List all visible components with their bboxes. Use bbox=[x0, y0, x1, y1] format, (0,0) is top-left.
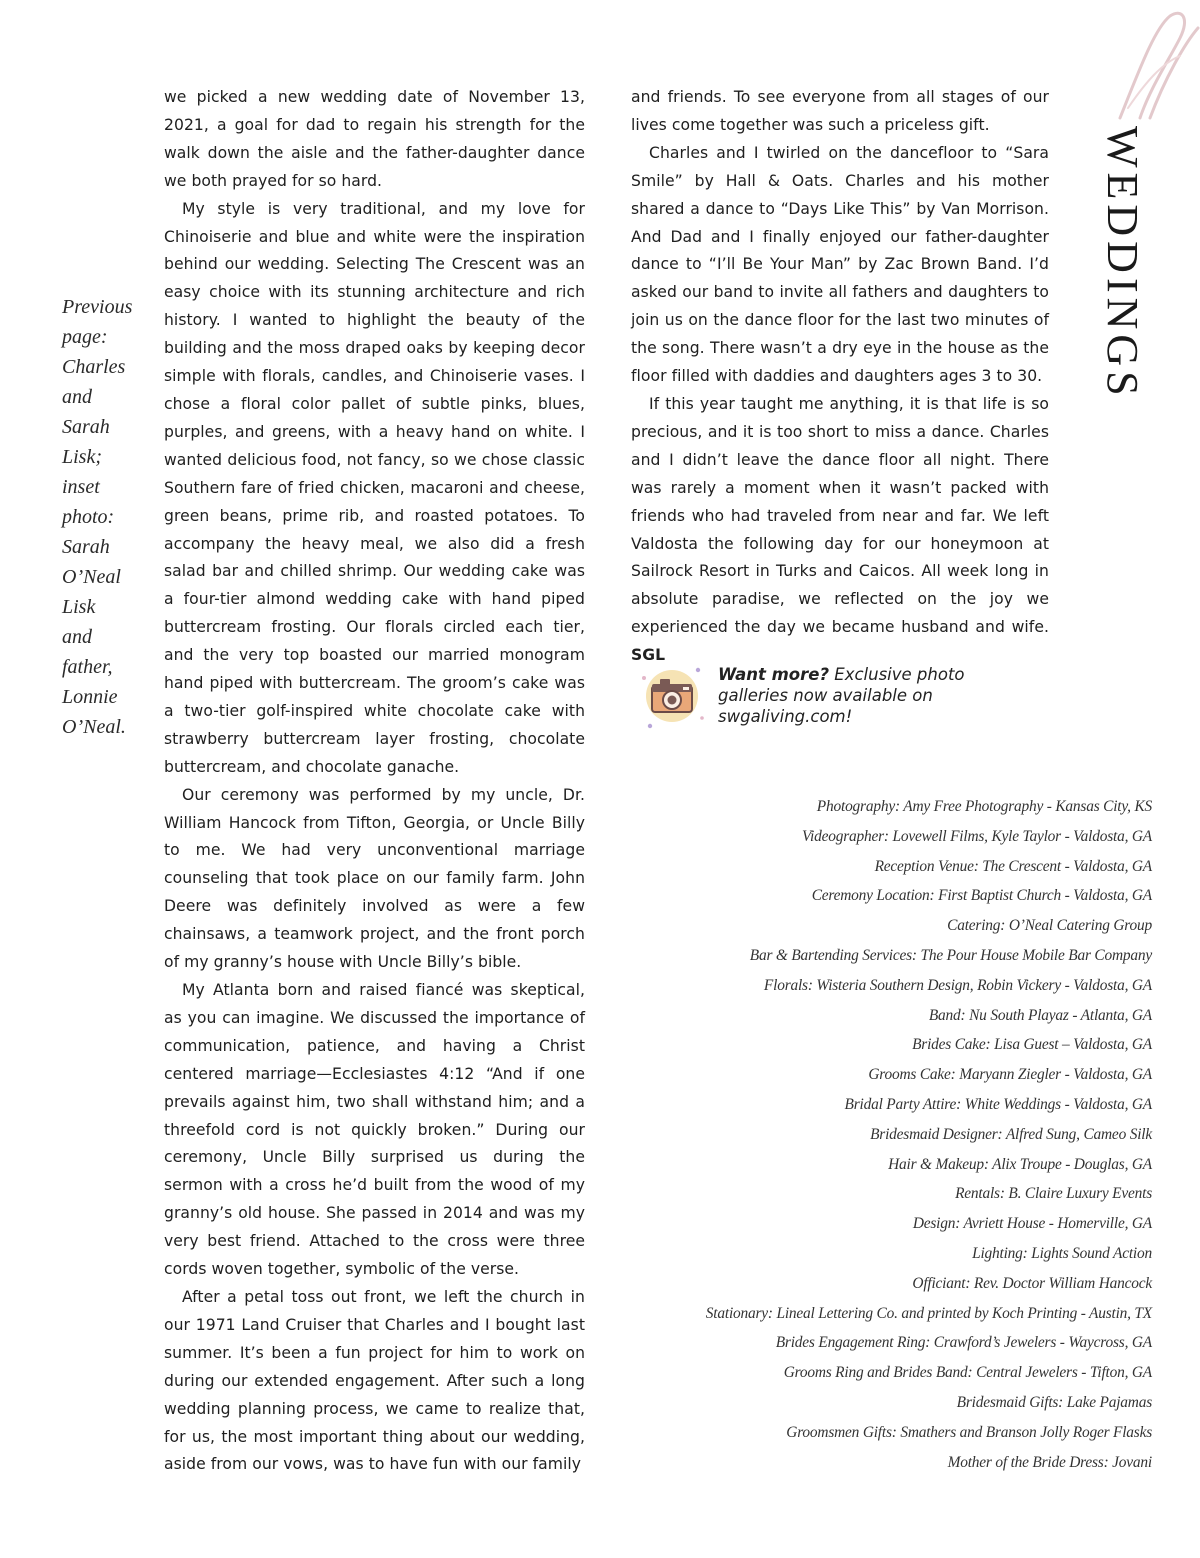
paragraph-text: Our ceremony was performed by my uncle, Dr. William Hancock from Tifton, Georgia, or Uncle Billy to me. We had very unconventional marriage counseling that took place on our family farm. John Deere was definitely involved as were a few chainsaws, a teamwork project, and the front porch of my granny’s house with Uncle Billy’s bible. bbox=[164, 785, 585, 972]
article-paragraph bbox=[164, 84, 585, 196]
caption-line: O’Neal. bbox=[62, 716, 126, 738]
credit-item: Ceremony Location: First Baptist Church - Valdosta, GA bbox=[811, 887, 1152, 905]
paragraph-text: After a petal toss out front, we left the church in our 1971 Land Cruiser that Charles and I bought last summer. It’s been a fun project for him to work on during our extended engagement. After such a long wedding planning process, we came to realize that, for us, the most important thing about our wedding, aside from our vows, was to have fun with our family bbox=[164, 1287, 585, 1474]
caption-line: O’Neal bbox=[62, 566, 121, 588]
credit-item: Hair & Makeup: Alix Troupe - Douglas, GA bbox=[888, 1155, 1152, 1173]
article-paragraph bbox=[164, 782, 585, 977]
credit-item: Mother of the Bride Dress: Jovani bbox=[947, 1453, 1152, 1471]
paragraph-text: Charles and I twirled on the dancefloor to “Sara Smile” by Hall & Oats. Charles and his mother shared a dance to “Days Like This” by Van Morrison. And Dad and I finally enjoyed our father-daughter dance to “I’ll Be Your Man” by Zac Brown Band. I’d asked our band to invite all fathers and daughters to join us on the dance floor for the last two minutes of the song. There wasn’t a dry eye in the house as the floor filled with daddies and daughters ages 3 to 30. bbox=[631, 143, 1049, 386]
paragraph-text: My Atlanta born and raised fiancé was skeptical, as you can imagine. We discussed the importance of communication, patience, and having a Christ centered marriage—Ecclesiastes 4:12 “And if one prevails against him, two shall withstand him; and a threefold cord is not quickly broken.” During our ceremony, Uncle Billy surprised us during the sermon with a cross he’d built from the wood of my granny’s old house. She passed in 2014 and was my very best friend. Attached to the cross were three cords woven together, symbolic of the verse. bbox=[164, 981, 585, 1279]
credit-item: Groomsmen Gifts: Smathers and Branson Jolly Roger Flasks bbox=[786, 1423, 1152, 1441]
section-label bbox=[1098, 126, 1146, 416]
credit-item: Brides Cake: Lisa Guest – Valdosta, GA bbox=[912, 1036, 1152, 1054]
credit-item: Florals: Wisteria Southern Design, Robin Vickery - Valdosta, GA bbox=[763, 976, 1152, 994]
credit-item: Bridesmaid Gifts: Lake Pajamas bbox=[956, 1393, 1152, 1411]
article-paragraph bbox=[631, 140, 1049, 391]
credit-item: Grooms Ring and Brides Band: Central Jewelers - Tifton, GA bbox=[783, 1364, 1152, 1382]
credit-item: Brides Engagement Ring: Crawford’s Jewelers - Waycross, GA bbox=[775, 1334, 1152, 1352]
credit-item: Reception Venue: The Crescent - Valdosta, GA bbox=[874, 857, 1152, 875]
caption-line: Previous bbox=[62, 296, 133, 318]
credit-item: Grooms Cake: Maryann Ziegler - Valdosta, GA bbox=[868, 1066, 1152, 1084]
paragraph-text: If this year taught me anything, it is that life is so precious, and it is too short to miss a dance. Charles and I didn’t leave the dance floor all night. There was rarely a moment when it wasn’t packed with friends who had traveled from near and far. We left Valdosta the following day for our honeymoon at Sailrock Resort in Turks and Caicos. All week long in absolute paradise, we reflected on the joy we experienced the day we became husband and wife. bbox=[631, 394, 1049, 637]
credit-item: Bar & Bartending Services: The Pour House Mobile Bar Company bbox=[749, 946, 1152, 964]
script-ornament-icon bbox=[1110, 8, 1200, 128]
vendor-credits bbox=[612, 792, 1152, 1477]
caption-line: Lisk bbox=[62, 596, 96, 618]
paragraph-text: and friends. To see everyone from all stages of our lives come together was such a priceless gift. bbox=[631, 88, 1049, 134]
credit-item: Band: Nu South Playaz - Atlanta, GA bbox=[928, 1006, 1152, 1024]
credit-item: Bridal Party Attire: White Weddings - Valdosta, GA bbox=[844, 1095, 1152, 1113]
photo-caption bbox=[62, 292, 142, 742]
author-signature: SGL bbox=[631, 646, 666, 665]
credit-item: Design: Avriett House - Homerville, GA bbox=[912, 1215, 1152, 1233]
credit-item: Stationary: Lineal Lettering Co. and printed by Koch Printing - Austin, TX bbox=[705, 1304, 1152, 1322]
article-paragraph bbox=[631, 84, 1049, 140]
promo-message: Exclusive photo galleries now available on swgaliving.com! bbox=[718, 665, 965, 726]
credit-item: Photography: Amy Free Photography - Kansas City, KS bbox=[816, 798, 1152, 815]
credit-item: Lighting: Lights Sound Action bbox=[972, 1244, 1152, 1262]
promo-box[interactable] bbox=[636, 660, 1036, 736]
caption-line: Charles bbox=[62, 356, 126, 378]
caption-line: Sarah bbox=[62, 416, 110, 438]
camera-icon bbox=[636, 660, 708, 732]
promo-text bbox=[718, 664, 1018, 727]
caption-line: Lonnie bbox=[62, 686, 118, 708]
article-paragraph bbox=[164, 977, 585, 1284]
caption-line: and bbox=[62, 386, 92, 408]
promo-lead: Want more? bbox=[718, 665, 830, 684]
article-paragraph bbox=[631, 391, 1049, 670]
section-label-text: WEDDINGS bbox=[1098, 126, 1147, 401]
credit-item: Bridesmaid Designer: Alfred Sung, Cameo Silk bbox=[870, 1125, 1152, 1143]
caption-line: photo: bbox=[62, 506, 115, 528]
article-column-right bbox=[631, 84, 1049, 670]
article-paragraph bbox=[164, 1284, 585, 1479]
paragraph-text: My style is very traditional, and my love for Chinoiserie and blue and white were the inspiration behind our wedding. Selecting The Crescent was an easy choice with its stunning architecture and rich history. I wanted to highlight the beauty of the building and the moss draped oaks by keeping decor simple with florals, candles, and Chinoiserie vases. I chose a floral color pallet of subtle pinks, blues, purples, and greens, with a heavy hand on white. I wanted delicious food, not fancy, so we chose classic Southern fare of fried chicken, macaroni and cheese, green beans, prime rib, and roasted potatoes. To accompany the heavy meal, we also did a fresh salad bar and chilled shrimp. Our wedding cake was a four-tier almond wedding cake with hand piped buttercream frosting. Our florals circled each tier, and the very top boasted our married monogram hand piped with buttercream. The groom’s cake was a two-tier golf-inspired white chocolate cake with strawberry buttercream layer frosting, chocolate buttercream, and chocolate ganache. bbox=[164, 199, 585, 776]
caption-line: father, bbox=[62, 656, 113, 678]
caption-line: Lisk; bbox=[62, 446, 102, 468]
credit-item: Officiant: Rev. Doctor William Hancock bbox=[912, 1274, 1152, 1292]
article-paragraph bbox=[164, 196, 585, 782]
caption-line: inset bbox=[62, 476, 100, 498]
credit-item: Rentals: B. Claire Luxury Events bbox=[955, 1185, 1152, 1203]
caption-line: Sarah bbox=[62, 536, 110, 558]
caption-line: page: bbox=[62, 326, 108, 348]
caption-line: and bbox=[62, 626, 92, 648]
credit-item: Catering: O’Neal Catering Group bbox=[947, 917, 1152, 935]
credit-item: Videographer: Lovewell Films, Kyle Taylor - Valdosta, GA bbox=[801, 827, 1152, 845]
article-column-left bbox=[164, 84, 585, 1479]
paragraph-text: we picked a new wedding date of November 13, 2021, a goal for dad to regain his strength for the walk down the aisle and the father-daughter dance we both prayed for so hard. bbox=[164, 88, 585, 190]
